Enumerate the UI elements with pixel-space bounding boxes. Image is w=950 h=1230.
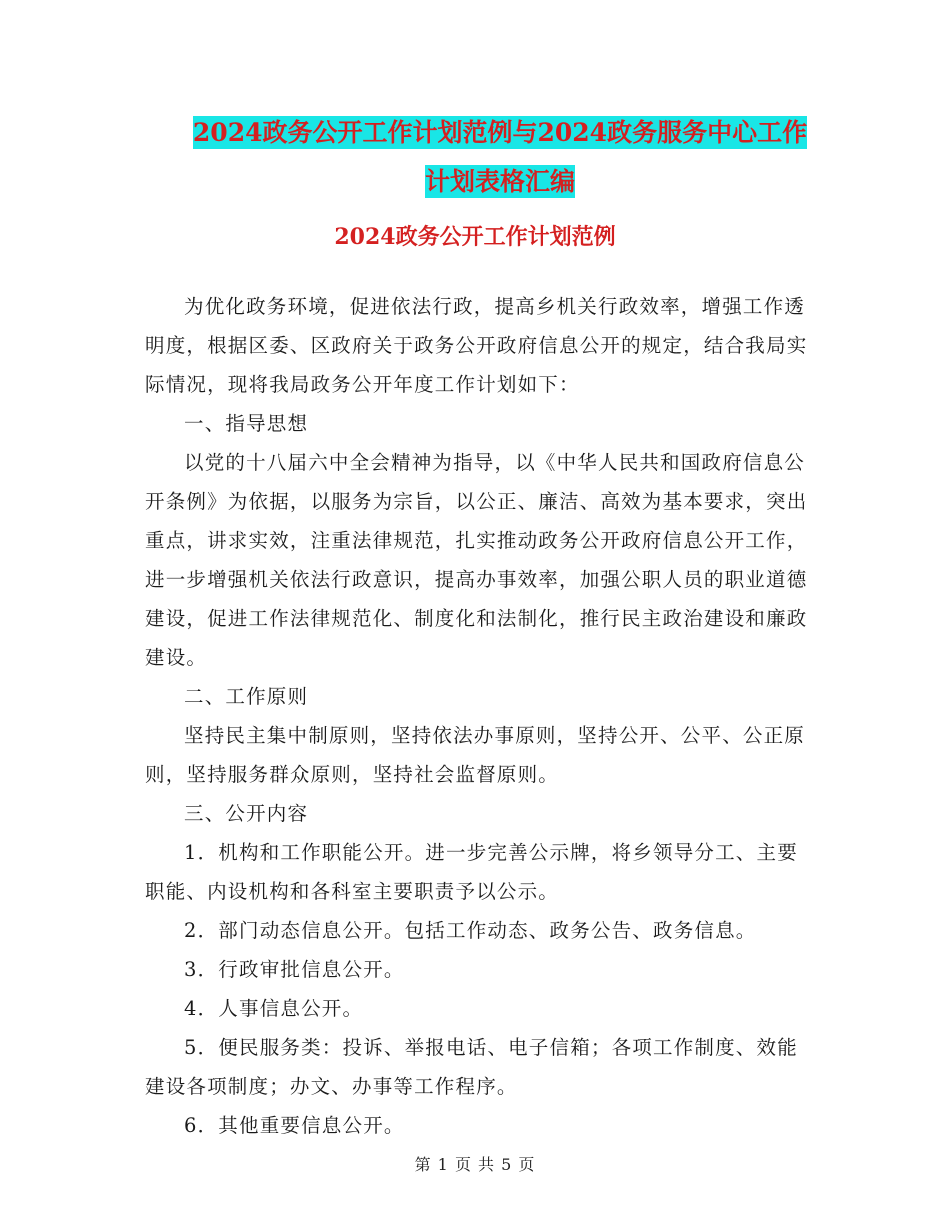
list-item: 3．行政审批信息公开。 (184, 958, 405, 981)
heading-work-principles: 二、工作原则 (184, 685, 309, 708)
section-title: 2024政务公开工作计划范例 (334, 224, 616, 250)
paragraph-intro: 为优化政务环境，促进依法行政，提高乡机关行政效率，增强工作透明度，根据区委、区政府关于政务公开政府信息公开的规定，结合我局实际情况，现将我局政务公开年度工作计划如下： (145, 295, 808, 396)
list-item: 4．人事信息公开。 (184, 997, 364, 1020)
paragraph-work-principles: 坚持民主集中制原则，坚持依法办事原则，坚持公开、公平、公正原则，坚持服务群众原则，坚持社会监督原则。 (145, 724, 806, 786)
heading-guiding-ideology: 一、指导思想 (184, 412, 309, 435)
list-item: 6．其他重要信息公开。 (184, 1114, 405, 1137)
list-item: 2．部门动态信息公开。包括工作动态、政务公告、政务信息。 (184, 919, 757, 942)
page-footer: 第 1 页 共 5 页 (414, 1155, 536, 1174)
document-title (150, 108, 850, 206)
heading-disclosure-content: 三、公开内容 (184, 802, 309, 825)
list-item: 1．机构和工作职能公开。进一步完善公示牌，将乡领导分工、主要职能、内设机构和各科室主要职责予以公示。 (145, 841, 798, 903)
document-title-line1: 2024政务公开工作计划范例与2024政务服务中心工作 (192, 118, 808, 147)
document-body (145, 287, 810, 1145)
list-item: 5．便民服务类：投诉、举报电话、电子信箱；各项工作制度、效能建设各项制度；办文、办事等工作程序。 (145, 1036, 798, 1098)
document-title-line2: 计划表格汇编 (424, 167, 575, 196)
paragraph-guiding-ideology: 以党的十八届六中全会精神为指导，以《中华人民共和国政府信息公开条例》为依据，以服务为宗旨，以公正、廉洁、高效为基本要求，突出重点，讲求实效，注重法律规范，扎实推动政务公开政府信息公开工作，进一步增强机关依法行政意识，提高办事效率，加强公职人员的职业道德建设，促进工作法律规范化、制度化和法制化，推行民主政治建设和廉政建设。 (145, 451, 808, 669)
